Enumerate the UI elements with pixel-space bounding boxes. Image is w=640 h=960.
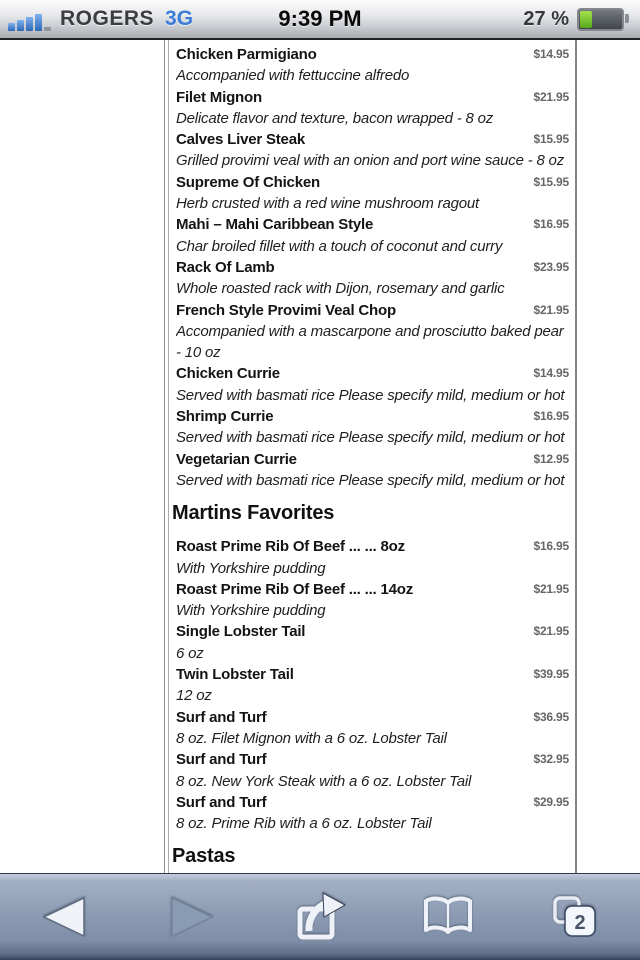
menu-item-description: Char broiled fillet with a touch of coconut and curry xyxy=(176,237,503,255)
menu-item-name: $14.95 Chicken Currie xyxy=(176,363,569,384)
menu-item-price: $16.95 xyxy=(533,409,569,424)
back-arrow-icon xyxy=(41,896,87,938)
menu-item-description: - 10 oz xyxy=(176,344,221,362)
menu-item-name: $16.95 Roast Prime Rib Of Beef ... ... 8oz xyxy=(176,536,569,557)
webpage-content xyxy=(164,40,577,873)
menu-item xyxy=(176,792,569,835)
menu-item-description: Whole roasted rack with Dijon, rosemary and garlic xyxy=(176,280,505,298)
menu-item-price: $16.95 xyxy=(533,539,569,554)
bookmarks-button[interactable] xyxy=(384,874,512,960)
menu-item-name: $16.95 Shrimp Currie xyxy=(176,406,569,427)
menu-item-name: $12.95 Vegetarian Currie xyxy=(176,449,569,470)
network-type-label: 3G xyxy=(165,7,194,30)
menu-item-price: $12.95 xyxy=(533,451,569,466)
menu-item xyxy=(176,536,569,579)
menu-item xyxy=(176,257,569,300)
battery-icon xyxy=(577,8,624,31)
menu-item-description: Served with basmati rice Please specify mild, medium or hot xyxy=(176,429,565,447)
status-bar xyxy=(0,0,640,40)
menu-item-name: $15.95 Calves Liver Steak xyxy=(176,129,569,150)
section-heading: Pastas xyxy=(172,845,236,868)
menu-item-price: $21.95 xyxy=(533,581,569,596)
menu-item-name: $16.95 Mahi – Mahi Caribbean Style xyxy=(176,214,569,235)
menu-item-description: 6 oz xyxy=(176,644,204,662)
menu-item-name: $32.95 Surf and Turf xyxy=(176,749,569,770)
menu-item xyxy=(176,300,569,364)
menu-item-name: $29.95 Surf and Turf xyxy=(176,792,569,813)
share-button[interactable] xyxy=(256,874,384,960)
menu-item xyxy=(176,621,569,664)
menu-item-name: $21.95 Single Lobster Tail xyxy=(176,621,569,642)
menu-item-price: $16.95 xyxy=(533,217,569,232)
menu-item-price: $15.95 xyxy=(533,174,569,189)
forward-arrow-icon xyxy=(169,896,215,938)
menu-item-price: $39.95 xyxy=(533,667,569,682)
menu-item-description: 8 oz. Filet Mignon with a 6 oz. Lobster Tail xyxy=(176,729,447,747)
menu-item-price: $36.95 xyxy=(533,709,569,724)
menu-item-name: $36.95 Surf and Turf xyxy=(176,707,569,728)
menu-item-description: With Yorkshire pudding xyxy=(176,602,326,620)
pages-button[interactable] xyxy=(512,874,640,960)
menu-item xyxy=(176,664,569,707)
menu-item-description: Grilled provimi veal with an onion and port wine sauce - 8 oz xyxy=(176,152,565,170)
menu-item-price: $29.95 xyxy=(533,794,569,809)
menu-item-description: 8 oz. New York Steak with a 6 oz. Lobster Tail xyxy=(176,772,472,790)
menu-item-name: $21.95 French Style Provimi Veal Chop xyxy=(176,300,569,321)
menu-item-price: $32.95 xyxy=(533,752,569,767)
menu-item xyxy=(176,363,569,406)
safari-toolbar xyxy=(0,873,640,960)
menu-item-price: $21.95 xyxy=(533,89,569,104)
pages-stack-icon xyxy=(551,894,601,940)
menu-item xyxy=(176,87,569,130)
share-icon xyxy=(291,891,349,943)
menu-item xyxy=(176,749,569,792)
forward-button[interactable] xyxy=(128,874,256,960)
bookmarks-book-icon xyxy=(419,895,477,939)
menu-item-price: $23.95 xyxy=(533,259,569,274)
menu-item-name: $15.95 Supreme Of Chicken xyxy=(176,172,569,193)
menu-item-description: 8 oz. Prime Rib with a 6 oz. Lobster Tail xyxy=(176,815,432,833)
menu-item-description: Herb crusted with a red wine mushroom ragout xyxy=(176,195,480,213)
menu-item-description: With Yorkshire pudding xyxy=(176,559,326,577)
menu-item-price: $14.95 xyxy=(533,366,569,381)
menu-item-description: Served with basmati rice Please specify mild, medium or hot xyxy=(176,471,565,489)
menu-item-price: $21.95 xyxy=(533,624,569,639)
menu-item-price: $15.95 xyxy=(533,132,569,147)
menu-item xyxy=(176,214,569,257)
section-heading: Martins Favorites xyxy=(172,502,335,525)
menu-item-price: $21.95 xyxy=(533,302,569,317)
menu-list xyxy=(168,40,575,873)
menu-item-description: Delicate flavor and texture, bacon wrapped - 8 oz xyxy=(176,109,494,127)
menu-item-description: Served with basmati rice Please specify mild, medium or hot xyxy=(176,386,565,404)
menu-item xyxy=(176,129,569,172)
menu-item-description: Accompanied with a mascarpone and prosciutto baked pear xyxy=(176,322,564,340)
carrier-label: ROGERS xyxy=(60,7,155,30)
menu-item-name: $21.95 Roast Prime Rib Of Beef ... ... 14oz xyxy=(176,579,569,600)
menu-item-name: $39.95 Twin Lobster Tail xyxy=(176,664,569,685)
menu-item-name: $23.95 Rack Of Lamb xyxy=(176,257,569,278)
pages-count-badge: 2 xyxy=(574,912,586,934)
menu-item xyxy=(176,44,569,87)
menu-item-name: $21.95 Filet Mignon xyxy=(176,87,569,108)
back-button[interactable] xyxy=(0,874,128,960)
clock: 9:39 PM xyxy=(278,6,362,31)
menu-item xyxy=(176,172,569,215)
menu-item-description: Accompanied with fettuccine alfredo xyxy=(176,67,410,85)
menu-item-description: 12 oz xyxy=(176,687,212,705)
menu-item xyxy=(176,406,569,449)
menu-item xyxy=(176,579,569,622)
menu-item-price: $14.95 xyxy=(533,47,569,61)
menu-item-name: $14.95 Chicken Parmigiano xyxy=(176,44,569,65)
menu-item xyxy=(176,449,569,492)
battery-percent-label: 27 % xyxy=(523,7,569,30)
menu-item xyxy=(176,707,569,750)
